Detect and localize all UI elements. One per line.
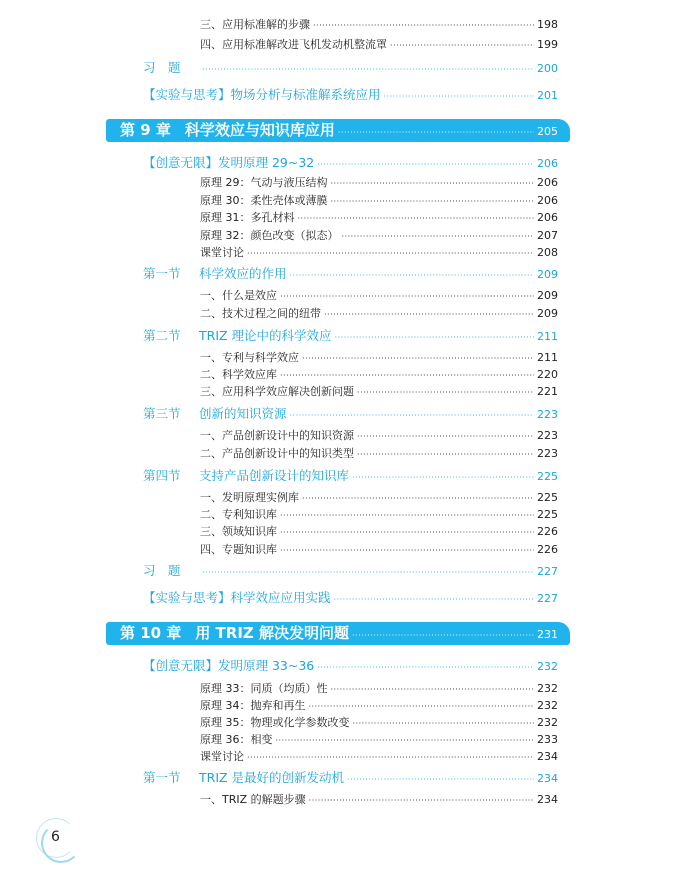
entry-label: 原理 31：多孔材料 xyxy=(200,211,295,224)
subsection-entry[interactable] xyxy=(200,349,558,366)
leader-dots xyxy=(353,715,535,731)
entry-label: 课堂讨论 xyxy=(200,750,244,763)
subsection-entry[interactable] xyxy=(200,305,558,322)
leader-dots xyxy=(302,350,534,366)
entry-page-number: 227 xyxy=(537,592,558,605)
entry-label: 四、应用标准解改进飞机发动机整流罩 xyxy=(200,38,387,51)
entry-number: 习 题 xyxy=(143,60,181,75)
entry-page-number: 223 xyxy=(537,447,558,460)
entry-page-number: 199 xyxy=(537,38,558,51)
subsection-entry[interactable] xyxy=(200,366,558,383)
subsection-entry[interactable] xyxy=(200,506,558,523)
section-entry[interactable] xyxy=(143,466,558,485)
entry-title xyxy=(200,714,350,731)
entry-page-number: 225 xyxy=(537,508,558,521)
entry-title xyxy=(200,523,277,540)
entry-label: 支持产品创新设计的知识库 xyxy=(199,468,350,483)
subsection-entry[interactable] xyxy=(200,16,558,33)
section-entry[interactable] xyxy=(143,264,558,283)
entry-label: 【创意无限】发明原理 33~36 xyxy=(143,658,315,673)
leader-dots xyxy=(276,732,535,748)
entry-title xyxy=(120,119,335,142)
section-entry[interactable] xyxy=(143,561,558,580)
entry-label: 课堂讨论 xyxy=(200,246,244,259)
entry-title xyxy=(143,768,344,787)
entry-page-number: 209 xyxy=(537,307,558,320)
entry-title xyxy=(143,561,199,580)
leader-dots xyxy=(352,624,534,645)
leader-dots xyxy=(352,468,534,485)
entry-page-number: 221 xyxy=(537,385,558,398)
leader-dots xyxy=(317,155,534,172)
section-entry[interactable] xyxy=(143,85,558,104)
chapter-heading[interactable] xyxy=(106,622,570,645)
page-number: 6 xyxy=(51,829,60,845)
leader-dots xyxy=(342,228,535,244)
entry-page-number: 223 xyxy=(537,408,558,421)
subsection-entry[interactable] xyxy=(200,209,558,226)
leader-dots xyxy=(390,37,534,53)
subsection-entry[interactable] xyxy=(200,427,558,444)
entry-title xyxy=(200,305,321,322)
entry-title xyxy=(143,656,314,675)
entry-label: 原理 30：柔性壳体或薄膜 xyxy=(200,194,328,207)
leader-dots xyxy=(290,266,534,283)
leader-dots xyxy=(298,210,535,226)
entry-label: 【实验与思考】科学效应应用实践 xyxy=(143,590,331,605)
entry-title xyxy=(200,427,354,444)
entry-number: 第 9 章 xyxy=(120,121,171,139)
section-entry[interactable] xyxy=(143,326,558,345)
entry-title xyxy=(143,264,287,283)
subsection-entry[interactable] xyxy=(200,36,558,53)
leader-dots xyxy=(324,306,534,322)
entry-label: 三、应用科学效应解决创新问题 xyxy=(200,385,354,398)
entry-label: 原理 34：抛弃和再生 xyxy=(200,699,306,712)
entry-title xyxy=(143,326,332,345)
chapter-heading[interactable] xyxy=(106,119,570,142)
entry-label: 原理 29：气动与液压结构 xyxy=(200,176,328,189)
entry-page-number: 211 xyxy=(537,351,558,364)
leader-dots xyxy=(280,507,534,523)
entry-page-number: 223 xyxy=(537,429,558,442)
entry-number: 第二节 xyxy=(143,328,181,343)
leader-dots xyxy=(331,681,535,697)
entry-title xyxy=(143,85,381,104)
entry-label: 原理 36：相变 xyxy=(200,733,273,746)
section-entry[interactable] xyxy=(143,404,558,423)
entry-page-number: 206 xyxy=(537,176,558,189)
entry-label: 【创意无限】发明原理 29~32 xyxy=(143,155,315,170)
entry-title xyxy=(143,58,199,77)
leader-dots xyxy=(317,658,534,675)
entry-number: 习 题 xyxy=(143,563,181,578)
subsection-entry[interactable] xyxy=(200,287,558,304)
entry-title xyxy=(143,404,287,423)
entry-title xyxy=(200,731,273,748)
subsection-entry[interactable] xyxy=(200,714,558,731)
leader-dots xyxy=(280,542,534,558)
subsection-entry[interactable] xyxy=(200,523,558,540)
section-entry[interactable] xyxy=(143,768,558,787)
subsection-entry[interactable] xyxy=(200,731,558,748)
subsection-entry[interactable] xyxy=(200,445,558,462)
entry-title xyxy=(143,588,331,607)
section-entry[interactable] xyxy=(143,656,558,675)
leader-dots xyxy=(309,792,534,808)
entry-label: 二、产品创新设计中的知识类型 xyxy=(200,447,354,460)
leader-dots xyxy=(357,446,534,462)
entry-page-number: 234 xyxy=(537,772,558,785)
subsection-entry[interactable] xyxy=(200,244,558,261)
subsection-entry[interactable] xyxy=(200,489,558,506)
leader-dots xyxy=(335,328,534,345)
entry-title xyxy=(200,697,306,714)
entry-page-number: 232 xyxy=(537,716,558,729)
subsection-entry[interactable] xyxy=(200,791,558,808)
leader-dots xyxy=(247,245,534,261)
entry-page-number: 209 xyxy=(537,289,558,302)
entry-page-number: 198 xyxy=(537,18,558,31)
subsection-entry[interactable] xyxy=(200,383,558,400)
entry-label: 三、应用标准解的步骤 xyxy=(200,18,310,31)
entry-number: 第一节 xyxy=(143,770,181,785)
leader-dots xyxy=(202,60,534,77)
entry-title xyxy=(200,349,299,366)
subsection-entry[interactable] xyxy=(200,192,558,209)
entry-page-number: 207 xyxy=(537,229,558,242)
entry-page-number: 225 xyxy=(537,470,558,483)
entry-title xyxy=(143,153,314,172)
entry-title xyxy=(200,244,244,261)
leader-dots xyxy=(338,121,534,142)
entry-page-number: 233 xyxy=(537,733,558,746)
section-entry[interactable] xyxy=(143,588,558,607)
entry-label: 原理 32：颜色改变（拟态） xyxy=(200,229,339,242)
entry-page-number: 200 xyxy=(537,62,558,75)
section-entry[interactable] xyxy=(143,153,558,172)
entry-title xyxy=(200,791,306,808)
entry-page-number: 220 xyxy=(537,368,558,381)
entry-page-number: 208 xyxy=(537,246,558,259)
entry-label: 二、专利知识库 xyxy=(200,508,277,521)
entry-label: 一、TRIZ 的解题步骤 xyxy=(200,793,306,806)
entry-page-number: 227 xyxy=(537,565,558,578)
entry-label: 三、领域知识库 xyxy=(200,525,277,538)
leader-dots xyxy=(357,384,534,400)
entry-label: 四、专题知识库 xyxy=(200,543,277,556)
entry-page-number: 201 xyxy=(537,89,558,102)
section-entry[interactable] xyxy=(143,58,558,77)
leader-dots xyxy=(202,563,534,580)
entry-page-number: 206 xyxy=(537,211,558,224)
entry-number: 第四节 xyxy=(143,468,181,483)
entry-label: 【实验与思考】物场分析与标准解系统应用 xyxy=(143,87,381,102)
entry-page-number: 234 xyxy=(537,793,558,806)
entry-label: 原理 35：物理或化学参数改变 xyxy=(200,716,350,729)
entry-title xyxy=(200,209,295,226)
leader-dots xyxy=(302,490,534,506)
entry-title xyxy=(200,287,277,304)
entry-title xyxy=(143,466,349,485)
leader-dots xyxy=(309,698,535,714)
entry-label: 一、什么是效应 xyxy=(200,289,277,302)
entry-label: 一、产品创新设计中的知识资源 xyxy=(200,429,354,442)
entry-title xyxy=(200,36,387,53)
entry-label: 原理 33：同质（均质）性 xyxy=(200,682,328,695)
subsection-entry[interactable] xyxy=(200,227,558,244)
entry-label: 用 TRIZ 解决发明问题 xyxy=(195,624,350,642)
entry-label: 科学效应的作用 xyxy=(199,266,287,281)
entry-title xyxy=(200,192,328,209)
entry-page-number: 209 xyxy=(537,268,558,281)
entry-title xyxy=(200,227,339,244)
entry-title xyxy=(200,445,354,462)
leader-dots xyxy=(384,87,534,104)
leader-dots xyxy=(280,288,534,304)
entry-page-number: 205 xyxy=(537,125,558,138)
entry-page-number: 234 xyxy=(537,750,558,763)
entry-label: 二、技术过程之间的纽带 xyxy=(200,307,321,320)
entry-title xyxy=(200,541,277,558)
entry-title xyxy=(200,489,299,506)
leader-dots xyxy=(331,175,535,191)
entry-page-number: 232 xyxy=(537,660,558,673)
entry-page-number: 232 xyxy=(537,682,558,695)
entry-label: 科学效应与知识库应用 xyxy=(184,121,335,139)
leader-dots xyxy=(290,406,534,423)
entry-label: 一、专利与科学效应 xyxy=(200,351,299,364)
subsection-entry[interactable] xyxy=(200,697,558,714)
leader-dots xyxy=(334,590,534,607)
entry-page-number: 231 xyxy=(537,628,558,641)
entry-number: 第一节 xyxy=(143,266,181,281)
leader-dots xyxy=(247,749,534,765)
entry-page-number: 232 xyxy=(537,699,558,712)
leader-dots xyxy=(313,17,534,33)
entry-page-number: 211 xyxy=(537,330,558,343)
entry-title xyxy=(200,748,244,765)
subsection-entry[interactable] xyxy=(200,680,558,697)
entry-page-number: 226 xyxy=(537,543,558,556)
entry-page-number: 206 xyxy=(537,194,558,207)
entry-number: 第三节 xyxy=(143,406,181,421)
entry-label: TRIZ 是最好的创新发动机 xyxy=(199,770,345,785)
subsection-entry[interactable] xyxy=(200,748,558,765)
entry-label: 一、发明原理实例库 xyxy=(200,491,299,504)
subsection-entry[interactable] xyxy=(200,541,558,558)
entry-title xyxy=(200,366,277,383)
entry-title xyxy=(200,506,277,523)
subsection-entry[interactable] xyxy=(200,174,558,191)
page-number-arc xyxy=(41,823,81,863)
entry-label: 二、科学效应库 xyxy=(200,368,277,381)
entry-page-number: 206 xyxy=(537,157,558,170)
entry-label: TRIZ 理论中的科学效应 xyxy=(199,328,332,343)
leader-dots xyxy=(357,428,534,444)
entry-title xyxy=(200,174,328,191)
entry-page-number: 225 xyxy=(537,491,558,504)
page-number-badge xyxy=(36,818,76,858)
entry-number: 第 10 章 xyxy=(120,624,182,642)
entry-page-number: 226 xyxy=(537,525,558,538)
entry-title xyxy=(200,383,354,400)
leader-dots xyxy=(280,524,534,540)
entry-title xyxy=(200,16,310,33)
entry-label: 创新的知识资源 xyxy=(199,406,287,421)
leader-dots xyxy=(347,770,534,787)
entry-title xyxy=(120,622,349,645)
leader-dots xyxy=(331,193,535,209)
leader-dots xyxy=(280,367,534,383)
entry-title xyxy=(200,680,328,697)
